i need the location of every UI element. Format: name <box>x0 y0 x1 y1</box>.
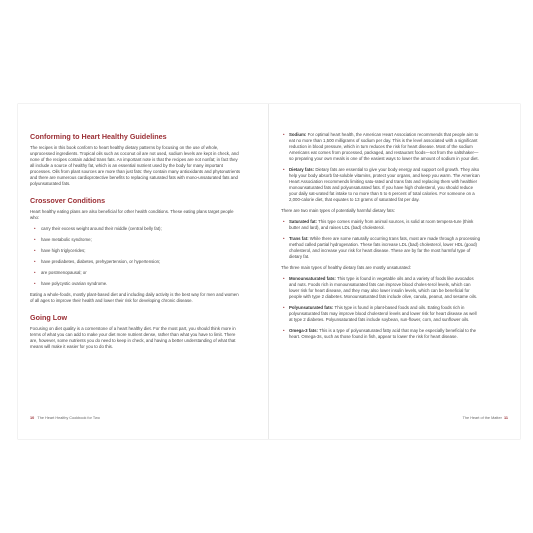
list-item: • carry their excess weight around their middle (central belly fat); <box>30 226 242 232</box>
section-crossover-conditions <box>30 196 242 304</box>
list-item: • have metabolic syndrome; <box>30 237 242 243</box>
heading-crossover-conditions: Crossover Conditions <box>30 196 106 205</box>
list-item: • have prediabetes, diabetes, prehypertension, or hypertension; <box>30 259 242 265</box>
list-item: • have polycystic ovarian syndrome. <box>30 281 242 287</box>
term: Saturated fat: <box>289 219 317 224</box>
list-item: • have high triglycerides; <box>30 248 242 254</box>
heading-going-low: Going Low <box>30 313 68 322</box>
definition: This type is found in plant-based foods and oils. Eating foods rich in polyunsaturated fats may improve blood cholesterol levels and lower risk for heart disease as well at type 2 diabetes. Polyunsaturated fats include soybean, sun-flower, corn, and sunflower oils. <box>289 305 477 322</box>
left-folio <box>30 416 100 421</box>
right-column <box>281 132 481 345</box>
book-spread <box>18 104 520 439</box>
page-number: 10 <box>30 416 35 420</box>
definition: Dietary fats are essential to give your body energy and support cell growth. They also help your body absorb fat-soluble vitamins, protect your organs, and keep you warm. The American Heart Association recommends limiting satu-rated and trans fats and replacing them with healthier monounsaturated fats and polyunsaturated fats. If you have high cholesterol, you should reduce your daily sat-urated fat intake to no more than 5 to 6 percent of total calories. For someone on a 2,000-calorie diet, that equates to 13 grams of saturated fat per day. <box>289 167 480 202</box>
list-item: • are postmenopausal; or <box>30 270 242 276</box>
list-item-saturated-fat <box>281 219 481 231</box>
definition: This is a type of polyunsaturated fatty acid that may be especially beneficial to the heart. Omega-3s, such as those found in fish, appear to lower the risk for heart disease. <box>289 328 477 339</box>
section-going-low <box>30 313 242 350</box>
list-item-monounsaturated <box>281 276 481 300</box>
heading-heart-healthy-guidelines: Conforming to Heart Healthy Guidelines <box>30 132 167 141</box>
paragraph: The three main types of healthy dietary fats are mostly unsaturated: <box>281 265 411 270</box>
conditions-list <box>30 226 242 287</box>
term: Dietary fats: <box>289 167 315 172</box>
definition: This type comes mainly from animal sources, is solid at room tempera-ture (think butter and lard), and raises LDL (bad) cholesterol. <box>289 219 474 230</box>
left-page <box>18 104 269 439</box>
paragraph: Eating a whole-foods, mostly plant-based diet and including daily activity is the best way for men and women of all ages to improve their health and lower their risk for developing chronic disease. <box>30 292 239 303</box>
right-folio <box>463 416 508 421</box>
list-item-trans-fat <box>281 236 481 260</box>
list-item-polyunsaturated <box>281 305 481 323</box>
paragraph: Heart healthy eating plans are also beneficial for other health conditions. These eating plans target people who: <box>30 209 234 220</box>
page-number: 11 <box>503 416 508 420</box>
running-footer: The Heart Healthy Cookbook for Two <box>37 416 100 420</box>
harmful-fats-list <box>281 219 481 260</box>
healthy-fats-list <box>281 276 481 340</box>
term: Omega-3 fats: <box>289 328 318 333</box>
definition: For optimal heart health, the American Heart Association recommends that people aim to eat no more than 1,500 milligrams of sodium per day. This is the level associated with a significant reduction in blood pressure, which in turn reduces the risk for heart disease. Most of the sodium Americans eat comes from processed, packaged, and restaurant foods—not from the saltshaker—so preparing your own meals is one of the easiest ways to lower the amount of sodium in your diet. <box>289 132 479 161</box>
list-item-omega-3 <box>281 328 481 340</box>
term: Monounsaturated fats: <box>289 276 336 281</box>
running-footer: The Heart of the Matter <box>462 416 502 420</box>
definition: This type is found in vegetable oils and a variety of foods like avocados and nuts. Foods rich in monounsaturated fats can improve blood choles-terol levels, which can lower risk for heart disease, and they may also lower insulin levels, which can be beneficial for people with type 2 diabetes. Monounsaturated fats include olive, canola, peanut, and sesame oils. <box>289 276 478 299</box>
left-column <box>30 132 242 359</box>
term: Sodium: <box>289 132 307 137</box>
list-item-sodium <box>281 132 481 162</box>
right-page <box>269 104 520 439</box>
term: Polyunsaturated fats: <box>289 305 334 310</box>
definition: While there are some naturally occurring trans fats, most are made through a processing method called partial hydrogenation. These fats increase LDL (bad) cholesterol, lower HDL (good) cholesterol, and increase your risk for heart disease. These are by far the most harmful type of dietary fat. <box>289 236 480 259</box>
paragraph: Focusing on diet quality is a cornerstone of a heart healthy diet. For the most part, you should think more in terms of what you can add to make your diet more nutrient dense, rather than what you have to limit. There are, however, some nutrients you do need to keep in check, and having a better understanding of what that means will make it easier for you to do this. <box>30 326 236 349</box>
paragraph: The recipes in this book conform to heart healthy dietary patterns by focusing on the use of whole, unprocessed ingredients. Tropical oils such as coconut oil are not used, sodium levels are kept in check, and none of the recipes contain added trans fats. An important note is that the recipes are not nonfat; in fact they all include a source of healthy fat, which is an essential nutrient used by the body for many important processes. Oils from plant sources are more than just fats: they contain many antioxidants and phytonutrients and there are numerous cardioprotective benefits to replacing saturated fats with mono-unsaturated fats and polyunsaturated fats. <box>30 145 241 186</box>
paragraph: There are two main types of potentially harmful dietary fats: <box>281 208 395 213</box>
section-heart-healthy-guidelines <box>30 132 242 187</box>
list-item-dietary-fats <box>281 167 481 203</box>
term: Trans fat: <box>289 236 309 241</box>
nutrients-list <box>281 132 481 203</box>
